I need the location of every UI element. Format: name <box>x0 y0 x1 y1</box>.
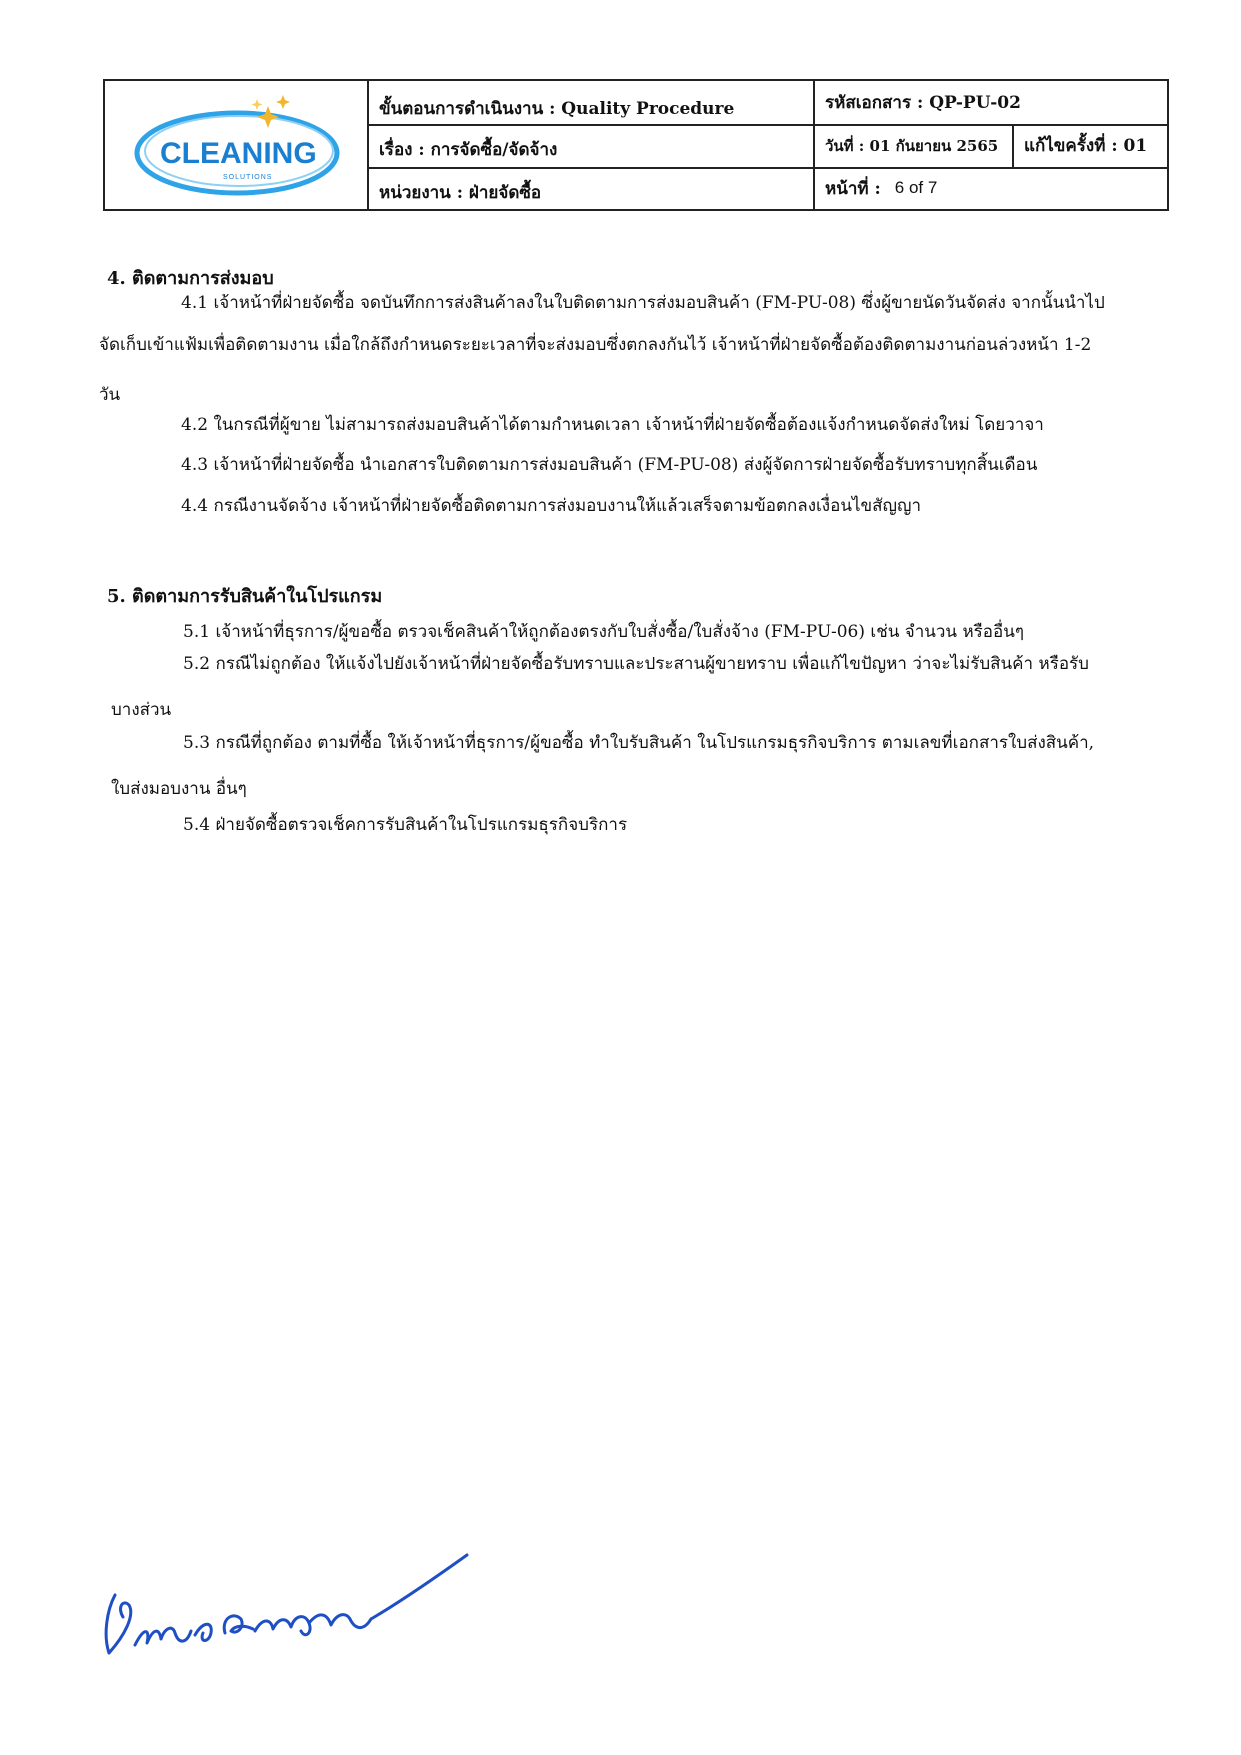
svg-text:SOLUTIONS: SOLUTIONS <box>223 174 273 181</box>
page-value: 6 of 7 <box>894 178 938 197</box>
procedure-label: ขั้นตอนการดำเนินงาน : Quality Procedure <box>379 99 735 119</box>
document-header <box>103 79 1169 211</box>
page-number <box>813 167 1169 209</box>
paragraph-5-1: 5.1 เจ้าหน้าที่ธุรการ/ผู้ขอซื้อ ตรวจเช็คสินค้าให้ถูกต้องตรงกับใบสั่งซื้อ/ใบสั่งจ้าง (FM-PU-06) เช่น จำนวน หรืออื่นๆ <box>183 622 1024 642</box>
paragraph-5-2-line-2: บางส่วน <box>111 700 172 720</box>
document-date: วันที่ : 01 กันยายน 2565 <box>825 136 999 155</box>
section-4-title: 4. ติดตามการส่งมอบ <box>107 268 274 289</box>
handwritten-signature <box>95 1535 475 1675</box>
subject-label: เรื่อง : การจัดซื้อ/จัดจ้าง <box>379 140 558 160</box>
svg-text:CLEANING: CLEANING <box>160 137 317 170</box>
revision-number: แก้ไขครั้งที่ : 01 <box>1024 136 1148 156</box>
paragraph-4-1-line-1: 4.1 เจ้าหน้าที่ฝ่ายจัดซื้อ จดบันทึกการส่งสินค้าลงในใบติดตามการส่งมอบสินค้า (FM-PU-08) ซึ่งผู้ขายนัดวันจัดส่ง จากนั้นนำไป <box>181 293 1105 313</box>
unit-label: หน่วยงาน : ฝ่ายจัดซื้อ <box>379 182 542 203</box>
document-code: รหัสเอกสาร : QP-PU-02 <box>825 93 1021 113</box>
paragraph-4-4: 4.4 กรณีงานจัดจ้าง เจ้าหน้าที่ฝ่ายจัดซื้อติดตามการส่งมอบงานให้แล้วเสร็จตามข้อตกลงเงื่อนไขสัญญา <box>181 496 922 516</box>
paragraph-5-3-line-1: 5.3 กรณีที่ถูกต้อง ตามที่ซื้อ ให้เจ้าหน้าที่ธุรการ/ผู้ขอซื้อ ทำใบรับสินค้า ในโปรแกรมธุรกิจบริการ ตามเลขที่เอกสารใบส่งสินค้า, <box>183 733 1095 753</box>
paragraph-4-1-line-3: วัน <box>99 385 121 405</box>
paragraph-4-2: 4.2 ในกรณีที่ผู้ขาย ไม่สามารถส่งมอบสินค้าได้ตามกำหนดเวลา เจ้าหน้าที่ฝ่ายจัดซื้อต้องแจ้งกำหนดจัดส่งใหม่ โดยวาจา <box>181 415 1044 435</box>
page-label: หน้าที่ : <box>825 178 881 199</box>
paragraph-4-3: 4.3 เจ้าหน้าที่ฝ่ายจัดซื้อ นำเอกสารใบติดตามการส่งมอบสินค้า (FM-PU-08) ส่งผู้จัดการฝ่ายจัดซื้อรับทราบทุกสิ้นเดือน <box>181 455 1038 475</box>
paragraph-5-3-line-2: ใบส่งมอบงาน อื่นๆ <box>111 779 247 799</box>
cleaning-solutions-logo <box>105 81 367 209</box>
paragraph-5-2-line-1: 5.2 กรณีไม่ถูกต้อง ให้แจ้งไปยังเจ้าหน้าที่ฝ่ายจัดซื้อรับทราบและประสานผู้ขายทราบ เพื่อแก้ไขปัญหา ว่าจะไม่รับสินค้า หรือรับ <box>183 654 1089 674</box>
section-5-title: 5. ติดตามการรับสินค้าในโปรแกรม <box>107 586 383 607</box>
paragraph-5-4: 5.4 ฝ่ายจัดซื้อตรวจเช็คการรับสินค้าในโปรแกรมธุรกิจบริการ <box>183 815 628 835</box>
paragraph-4-1-line-2: จัดเก็บเข้าแฟ้มเพื่อติดตามงาน เมื่อใกล้ถึงกำหนดระยะเวลาที่จะส่งมอบซึ่งตกลงกันไว้ เจ้าหน้าที่ฝ่ายจัดซื้อต้องติดตามงานก่อนล่วงหน้า 1-2 <box>99 335 1092 355</box>
